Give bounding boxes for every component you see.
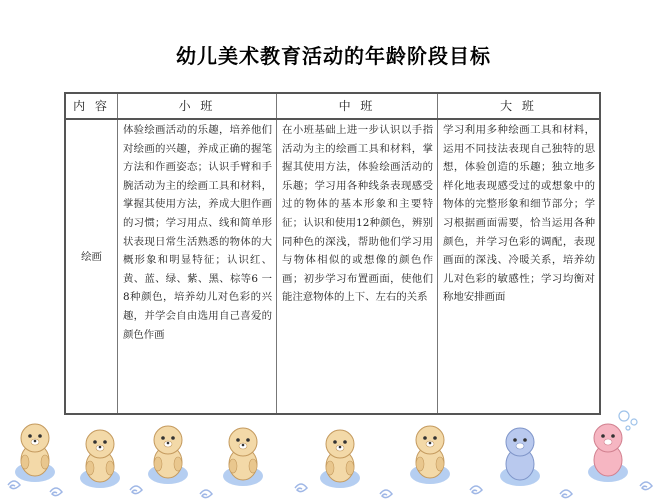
seal-figure	[80, 430, 120, 488]
seal-figure-blue	[500, 428, 540, 486]
seal-figure	[148, 426, 188, 484]
bubble-decoration	[619, 411, 637, 430]
row-label-cell	[66, 120, 117, 413]
swirl-decoration	[640, 482, 652, 490]
seal-border-decoration	[0, 410, 667, 500]
seal-figure	[223, 428, 263, 486]
swirl-decoration	[200, 490, 212, 498]
seal-figure-pink	[588, 424, 628, 482]
header-small-class: 小 班	[117, 94, 276, 118]
middle-class-goals: 在小班基础上进一步认识以手指活动为主的绘画工具和材料，掌握其使用方法，体验绘画活动的乐趣；学习用各种线条表现感受过的物体的基本形象和主要特征；认识和使用12种颜色，辨别同种色的深浅，帮助他们学习用与物体相似的或想像的颜色作画；初步学习布置画面，使他们能注意物体的上下、左右的关系	[282, 124, 433, 304]
age-goals-table	[64, 92, 601, 415]
seal-figure	[410, 426, 450, 484]
swirl-decoration	[8, 481, 20, 489]
table-row	[66, 120, 599, 413]
swirl-decoration	[130, 486, 142, 494]
small-class-goals: 体验绘画活动的乐趣，培养他们对绘画的兴趣，养成正确的握笔方法和作画姿态；认识手臂和手腕活动为主的绘画工具和材料，掌握其使用方法，养成大胆作画的习惯；学习用点、线和简单形状表现日常生活熟悉的物体的大概形象和明显特征；认识红、黄、蓝、绿、紫、黑、棕等6 一 8种颜色，培养幼儿对色彩的兴趣，并学会自由选用自己喜爱的颜色作画	[123, 124, 272, 341]
header-middle-class: 中 班	[276, 94, 437, 118]
cell-middle-class	[276, 120, 437, 413]
swirl-decoration	[560, 490, 572, 498]
seal-figure	[320, 430, 360, 488]
seal-figure	[15, 424, 55, 482]
swirl-decoration	[50, 488, 62, 496]
header-content: 内 容	[73, 99, 110, 113]
cell-small-class	[117, 120, 276, 413]
table-header-row	[66, 94, 599, 120]
page-title: 幼儿美术教育活动的年龄阶段目标	[176, 44, 491, 68]
large-class-goals: 学习利用多种绘画工具和材料，运用不同技法表现自己独特的思想，体验创造的乐趣；独立地多样化地表现感受过的或想象中的物体的完整形象和细节部分；学习根据画面需要，恰当运用各种颜色，并学习色彩的调配，表现画面的深浅、冷暖关系，培养幼儿对色彩的敏感性；学习均衡对称地安排画面	[443, 124, 595, 304]
swirl-decoration	[295, 484, 307, 492]
row-label-painting: 绘画	[81, 251, 102, 263]
cell-large-class	[437, 120, 599, 413]
header-large-class: 大 班	[437, 94, 599, 118]
swirl-decoration	[470, 486, 482, 494]
swirl-decoration	[380, 490, 392, 498]
